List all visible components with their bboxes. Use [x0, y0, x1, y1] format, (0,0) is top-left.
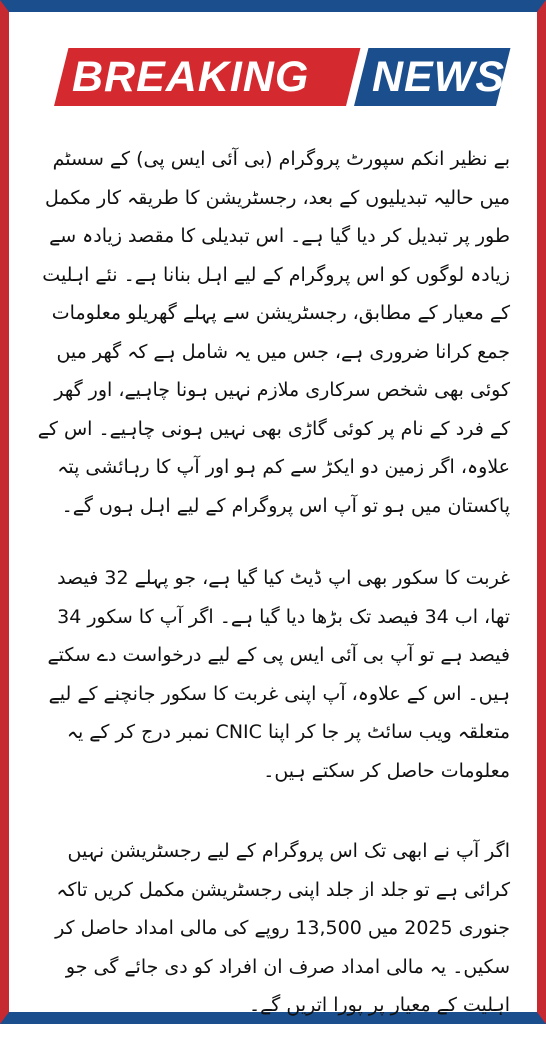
breaking-news-banner [54, 48, 505, 106]
article-body [34, 140, 510, 1059]
article-paragraph-2: غربت کا سکور بھی اپ ڈیٹ کیا گیا ہے، جو پہلے 32 فیصد تھا، اب 34 فیصد تک بڑھا دیا گیا ہے۔ اگر آپ کا سکور 34 فیصد ہے تو آپ بی آئی ایس پی کے لیے درخواست دے سکتے ہیں۔ اس کے علاوہ، آپ اپنی غربت کا سکور جانچنے کے لیے متعلقہ ویب سائٹ پر جا کر اپنا CNIC نمبر درج کر کے یہ معلومات حاصل کر سکتے ہیں۔ [47, 567, 510, 782]
article-paragraph-1: بے نظیر انکم سپورٹ پروگرام (بی آئی ایس پی) کے سسٹم میں حالیہ تبدیلیوں کے بعد، رجسٹریشن کا طریقہ کار مکمل طور پر تبدیل کر دیا گیا ہے۔ اس تبدیلی کا مقصد زیادہ سے زیادہ لوگوں کو اس پروگرام کے لیے اہل بنانا ہے۔ نئے اہلیت کے معیار کے مطابق، رجسٹریشن سے پہلے گھریلو معلومات جمع کرانا ضروری ہے، جس میں یہ شامل ہے کہ گھر میں کوئی بھی شخص سرکاری ملازم نہیں ہونا چاہیے، اور گھر کے فرد کے نام پر کوئی گاڑی بھی نہیں ہونی چاہیے۔ اس کے علاوہ، اگر زمین دو ایکڑ سے کم ہو اور آپ کا رہائشی پتہ پاکستان میں ہو تو آپ اس پروگرام کے لیے اہل ہوں گے۔ [37, 148, 510, 517]
banner-word-breaking: BREAKING [72, 53, 310, 101]
banner-word-news: NEWS [372, 53, 505, 101]
article-paragraph-3: اگر آپ نے ابھی تک اس پروگرام کے لیے رجسٹریشن نہیں کرائی ہے تو جلد از جلد اپنی رجسٹریشن مکمل کریں تاکہ جنوری 2025 میں 13,500 روپے کی مالی امداد حاصل کر سکیں۔ یہ مالی امداد صرف ان افراد کو دی جائے گی جو اہلیت کے معیار پر پورا اتریں گے۔ [55, 840, 510, 1016]
